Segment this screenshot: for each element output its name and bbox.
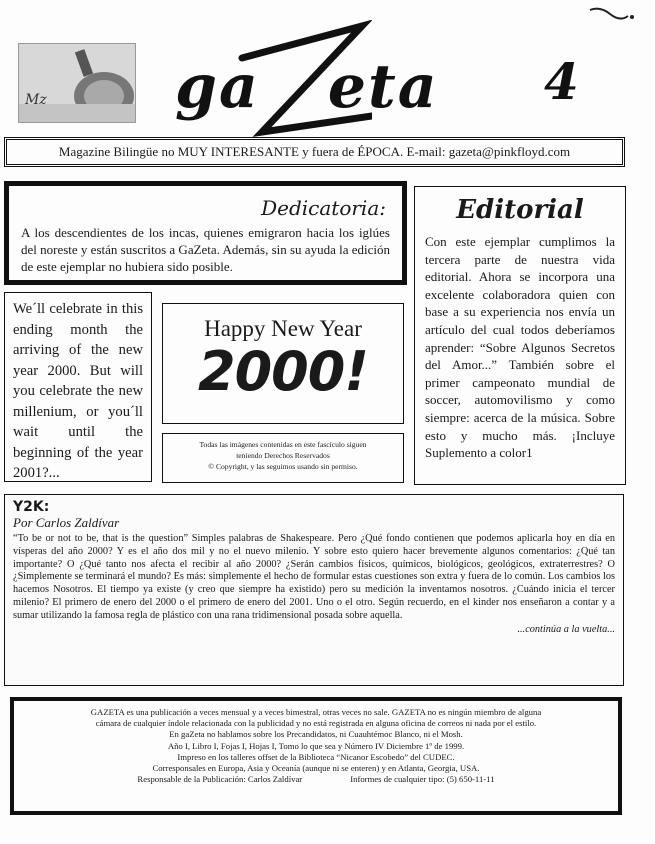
colophon-informes: Informes de cualquier tipo: (5) 650-11-11 — [350, 774, 495, 785]
dedicatoria-box — [4, 181, 407, 285]
colophon-line5: Impreso en los talleres offset de la Biblioteca “Nicanor Escobedo” del CUDEC. — [177, 751, 455, 762]
colophon-line1: GAZETA es una publicación a veces mensual y a veces bimestral, otras veces no sale. GAZETA no es ningún miembro de alguna — [90, 707, 542, 717]
editorial-title: Editorial — [456, 195, 584, 225]
colophon-box — [10, 697, 622, 815]
article-continued: ...continúa a la vuelta... — [517, 623, 615, 635]
corner-scribble — [588, 4, 638, 24]
greeting-box — [162, 303, 404, 424]
logo-photo — [18, 43, 136, 123]
greeting-line1: Happy New Year — [204, 316, 362, 341]
dedicatoria-text: A los descendientes de los incas, quienes emigraron hacia los iglúes del noreste y están suscritos a GaZeta. Además, sin su ayuda la edición de este ejemplar no hubiera sido posible. — [21, 225, 390, 274]
colophon-line3: En gaZeta no hablamos sobre los Precandidatos, ni Cuauhtémoc Blanco, ni el Mosh. — [169, 729, 463, 740]
photo-graphic — [19, 44, 136, 123]
masthead-title — [175, 52, 439, 122]
copyright-line1: Todas las imágenes contenidas en este fascículo siguen — [199, 440, 367, 449]
logo-signature: Mz — [25, 92, 47, 108]
masthead-right: eta — [327, 52, 439, 122]
article-text: “To be or not to be, that is the question” Simples palabras de Shakespeare. Pero ¿Qué fondo contienen que podemos aplicarla hoy en día en vísperas del año 2000? Y es el año dos mil y no el nuevo milenio. Y sobre esto quiero hacer brevemente algunos comentarios: ¿Qué tan importante? O ¿Qué tanto nos afecta el recibir al año 2000? ¿Serán cambios físicos, químicos, biológicos, geológicos, extraterrestres? O ¿Simplemente se terminará el mundo? Es más: simplemente el hecho de formular estas cuestiones son extra y fuera de lo común. Los cambios los hacemos Nosotros. El tiempo ya existe (y creo que siempre ha existido) pero su medición la inventamos nosotros. ¿Cuándo inicia el tercer milenio? El primero de enero del 2000 o el primero de enero del 2001. Uno o el otro. Según recuerdo, en el kinder nos enseñaron a contar y a sumar utilizando la famosa regla de plástico con una rana tridimensional posada sobre aquella. — [13, 533, 615, 621]
masthead-left: ga — [175, 52, 260, 122]
colophon-line4: Año I, Libro I, Fojas I, Hojas I, Tomo lo que sea y Número IV Diciembre 1º de 1999. — [167, 740, 465, 751]
copyright-line2: teniendo Derechos Reservados — [236, 451, 330, 460]
issue-number: 4 — [544, 52, 579, 111]
colophon-line6: Corresponsales en Europa, Asia y Oceanía (aunque ni se enteren) y en Atlanta, Georgia, USA. — [152, 763, 480, 774]
article-title: Y2K: — [13, 499, 50, 515]
y2k-article — [4, 494, 624, 686]
editorial-text: Con este ejemplar cumplimos la tercera parte de nuestra vida editorial. Ahora se incorpora una excelente colaboradora quien con base a su experiencia nos envía un artículo del cual todos deberíamos aprender: “Sobre Algunos Secretos del Amor...” También sobre el primer campeonato mundial de soccer, automovilismo y como siempre: acerca de la música. Sobre esto y mucho más. ¡Incluye Suplemento a color1 — [425, 234, 615, 461]
copyright-notice — [162, 433, 404, 483]
colophon-contacts — [24, 774, 608, 785]
copyright-line3: © Copyright, y las seguimos usando sin permiso. — [208, 462, 358, 471]
greeting-year: 2000! — [198, 340, 368, 403]
colophon-line2: cámara de cualquier índole relacionada con la publicidad y no está registrada en alguna oficina de correos ni nada por el estilo. — [95, 718, 537, 729]
tagline: Magazine Bilingüe no MUY INTERESANTE y fuera de ÉPOCA. E-mail: gazeta@pinkfloyd.com — [4, 137, 625, 167]
dedicatoria-title: Dedicatoria: — [261, 196, 386, 220]
millenium-question: We´ll celebrate in this ending month the arriving of the new year 2000. But will you celebrate the new millenium, or you´ll wait until the beginning of the year 2001?... — [4, 292, 152, 482]
colophon-responsable: Responsable de la Publicación: Carlos Zaldívar — [137, 774, 303, 785]
editorial-box — [414, 186, 626, 485]
article-byline: Por Carlos Zaldívar — [13, 515, 120, 530]
